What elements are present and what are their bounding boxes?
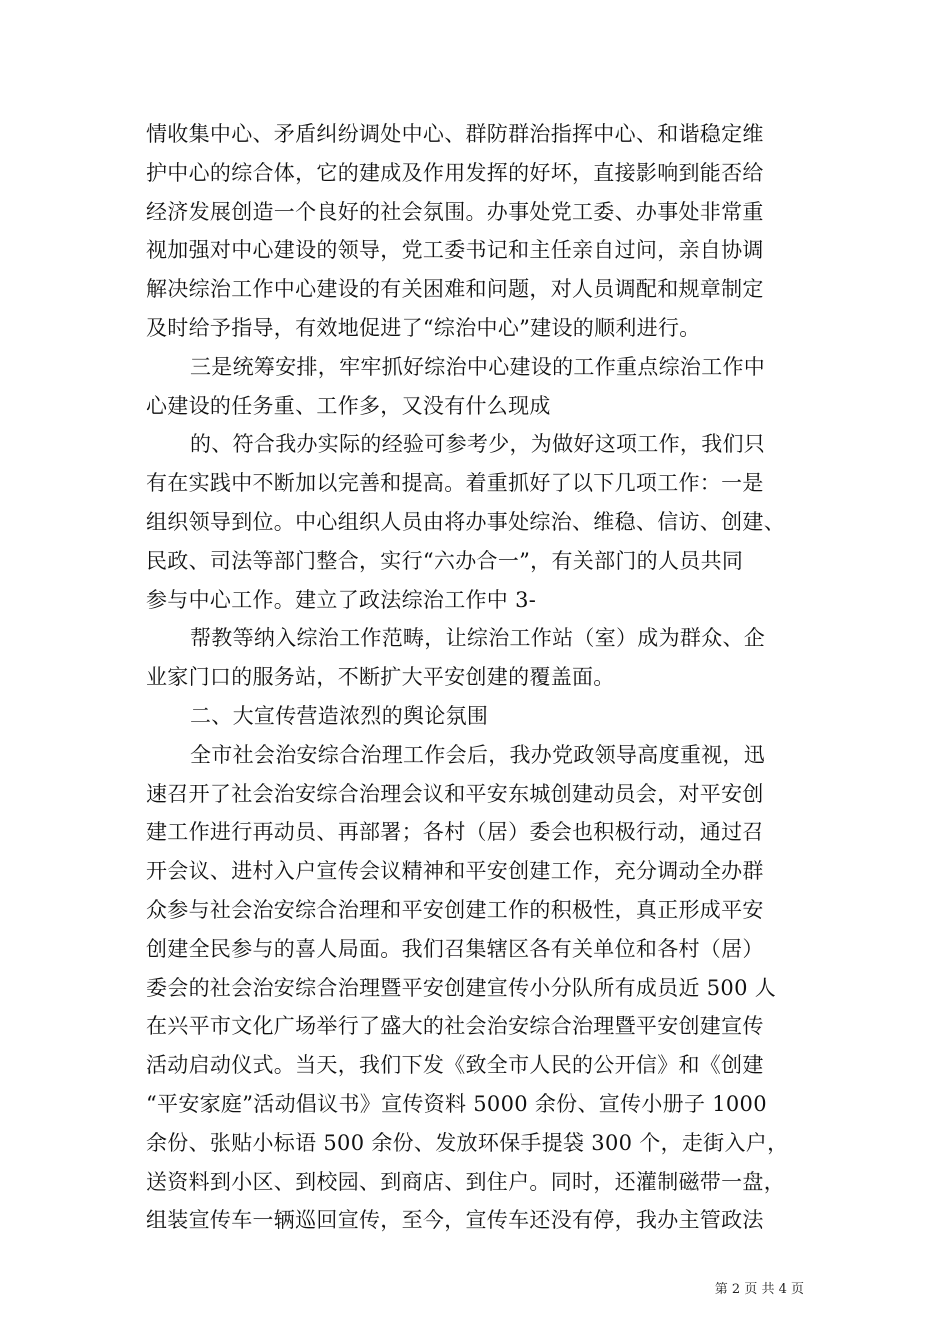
text-line: 解决综治工作中心建设的有关困难和问题，对人员调配和规章制定 bbox=[146, 277, 764, 302]
body-text bbox=[146, 115, 836, 1240]
text-line: 活动启动仪式。当天，我们下发《致全市人民的公开信》和《创建 bbox=[146, 1053, 764, 1078]
text-line: 业家门口的服务站，不断扩大平安创建的覆盖面。 bbox=[146, 665, 615, 690]
text-line: 开会议、进村入户宣传会议精神和平安创建工作，充分调动全办群 bbox=[146, 859, 764, 884]
text-line: 余份、张贴小标语 500 余份、发放环保手提袋 300 个，走街入户， bbox=[146, 1130, 789, 1155]
text-line: 心建设的任务重、工作多，又没有什么现成 bbox=[146, 393, 551, 418]
text-line: 二、大宣传营造浓烈的舆论氛围 bbox=[190, 703, 489, 728]
text-line: 速召开了社会治安综合治理会议和平安东城创建动员会，对平安创 bbox=[146, 781, 764, 806]
text-line: 在兴平市文化广场举行了盛大的社会治安综合治理暨平安创建宣传 bbox=[146, 1014, 764, 1039]
text-line: 帮教等纳入综治工作范畴，让综治工作站（室）成为群众、企 bbox=[190, 626, 766, 651]
text-line: 有在实践中不断加以完善和提高。着重抓好了以下几项工作：一是 bbox=[146, 471, 764, 496]
text-line: 的、符合我办实际的经验可参考少，为做好这项工作，我们只 bbox=[190, 432, 766, 457]
text-line: 三是统筹安排，牢牢抓好综治中心建设的工作重点综治工作中 bbox=[190, 354, 766, 379]
page-number: 第 2 页 共 4 页 bbox=[714, 1282, 804, 1297]
text-line: 创建全民参与的喜人局面。我们召集辖区各有关单位和各村（居） bbox=[146, 936, 764, 961]
text-line: 组织领导到位。中心组织人员由将办事处综治、维稳、信访、创建、 bbox=[146, 509, 785, 534]
text-line: 送资料到小区、到校园、到商店、到住户。同时，还灌制磁带一盘， bbox=[146, 1169, 785, 1194]
text-line: 建工作进行再动员、再部署；各村（居）委会也积极行动，通过召 bbox=[146, 820, 764, 845]
text-line: “平安家庭”活动倡议书》宣传资料 5000 余份、宣传小册子 1000 bbox=[146, 1091, 767, 1116]
text-line: 组装宣传车一辆巡回宣传，至今，宣传车还没有停，我办主管政法 bbox=[146, 1208, 764, 1233]
text-line: 民政、司法等部门整合，实行“六办合一”，有关部门的人员共同 bbox=[146, 548, 744, 573]
text-line: 情收集中心、矛盾纠纷调处中心、群防群治指挥中心、和谐稳定维 bbox=[146, 122, 764, 146]
text-line: 参与中心工作。建立了政法综治工作中 3- bbox=[146, 587, 537, 612]
text-line: 全市社会治安综合治理工作会后，我办党政领导高度重视，迅 bbox=[190, 742, 766, 767]
text-line: 视加强对中心建设的领导，党工委书记和主任亲自过问，亲自协调 bbox=[146, 238, 764, 263]
text-line: 护中心的综合体，它的建成及作用发挥的好坏，直接影响到能否给 bbox=[146, 160, 764, 185]
text-line: 委会的社会治安综合治理暨平安创建宣传小分队所有成员近 500 人 bbox=[146, 975, 777, 1000]
text-line: 经济发展创造一个良好的社会氛围。办事处党工委、办事处非常重 bbox=[146, 199, 764, 224]
text-line: 众参与社会治安综合治理和平安创建工作的积极性，真正形成平安 bbox=[146, 897, 764, 922]
text-line: 及时给予指导，有效地促进了“综治中心”建设的顺利进行。 bbox=[146, 315, 701, 340]
